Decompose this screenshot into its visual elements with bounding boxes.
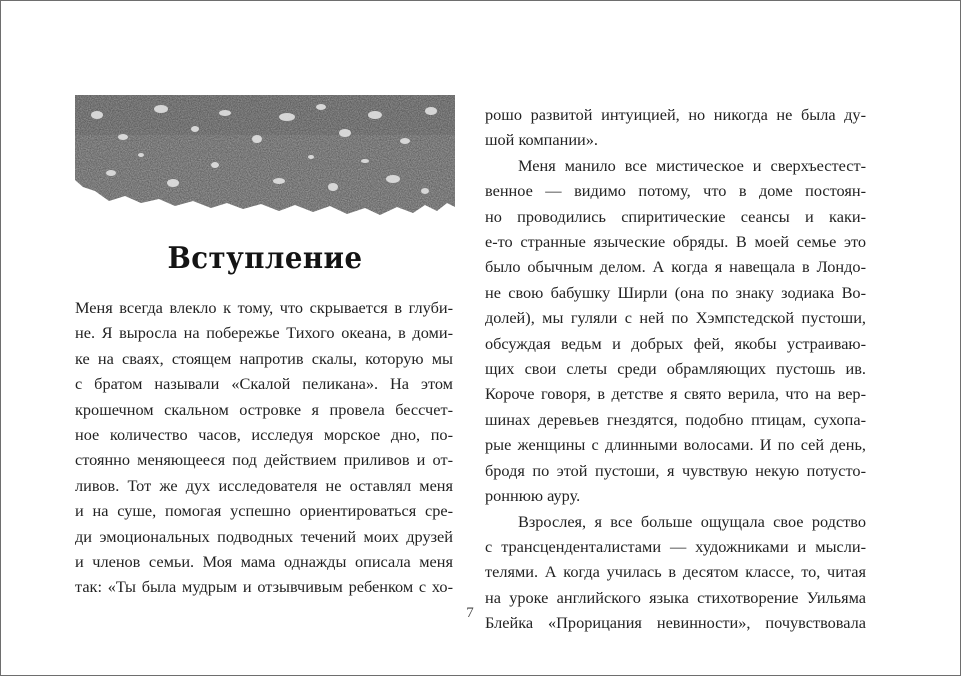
text-line: рые женщины с длинными волосами. И по сей день, [485, 435, 866, 455]
text-line: Меня манило все мистическое и сверхъестест- [518, 155, 866, 175]
text-line: не свою бабушку Ширли (она по знаку зодиака Во- [485, 282, 866, 302]
right-text-column [485, 102, 866, 636]
text-line: не. Я выросла на побережье Тихого океана, в доми- [75, 323, 453, 343]
text-line: ное количество часов, исследуя морское дно, по- [75, 425, 453, 445]
left-text-column [75, 295, 453, 600]
text-line: ливов. Тот же дух исследователя не оставлял меня [75, 475, 453, 495]
text-line: шой компании». [485, 130, 598, 150]
text-line: и на суше, помогая успешно ориентироваться сре- [75, 501, 453, 521]
text-line: е-то странные языческие обряды. В моей семье это [485, 232, 866, 252]
text-line: телями. А когда училась в десятом классе, то, читая [485, 562, 866, 582]
text-line: бродя по этой пустоши, я чувствую некую потусто- [485, 460, 866, 480]
text-line: Короче говоря, в детстве я свято верила, что на вер- [485, 384, 866, 404]
text-line: с братом называли «Скалой пеликана». На этом [75, 374, 453, 394]
stone-texture-illustration [75, 95, 455, 223]
text-line: рошо развитой интуицией, но никогда не была ду- [485, 105, 866, 124]
text-line: венное — видимо потому, что в доме постоян- [485, 181, 866, 201]
text-line: ке на сваях, стоящем напротив скалы, которую мы [75, 348, 453, 368]
text-line: так: «Ты была мудрым и отзывчивым ребенком с хо- [75, 577, 453, 597]
chapter-title: Вступление [167, 241, 363, 276]
text-line: ди эмоциональных подводных течений моих друзей [75, 526, 453, 546]
text-line: но проводились спиритические сеансы и каки- [485, 206, 866, 226]
page-number: 7 [466, 605, 474, 621]
text-line: Меня всегда влекло к тому, что скрывается в глуби- [75, 298, 453, 317]
text-line: с трансценденталистами — художниками и мысли- [485, 536, 866, 556]
text-line: Взрослея, я все больше ощущала свое родство [518, 511, 866, 531]
text-line: крошечном скальном островке я провела бессчет- [75, 399, 453, 419]
text-line: щих свои слеты среди обрамляющих пустошь ив. [485, 359, 866, 379]
text-line: стоянно меняющееся под действием приливов и от- [75, 450, 453, 470]
text-line: обсуждая ведьм и добрых фей, якобы устраиваю- [485, 333, 866, 353]
text-line: шинах деревьев гнездятся, подобно птицам, сухопа- [485, 409, 866, 429]
text-line: роннюю ауру. [485, 486, 581, 506]
text-line: на уроке английского языка стихотворение Уильяма [485, 587, 866, 607]
text-line: и членов семьи. Моя мама однажды описала меня [75, 552, 453, 572]
text-line: Блейка «Прорицания невинности», почувствовала [485, 613, 866, 633]
text-line: было обычным делом. А когда я навещала в Лондо- [485, 257, 866, 277]
text-line: долей), мы гуляли с ней по Хэмпстедской пустоши, [485, 308, 866, 328]
